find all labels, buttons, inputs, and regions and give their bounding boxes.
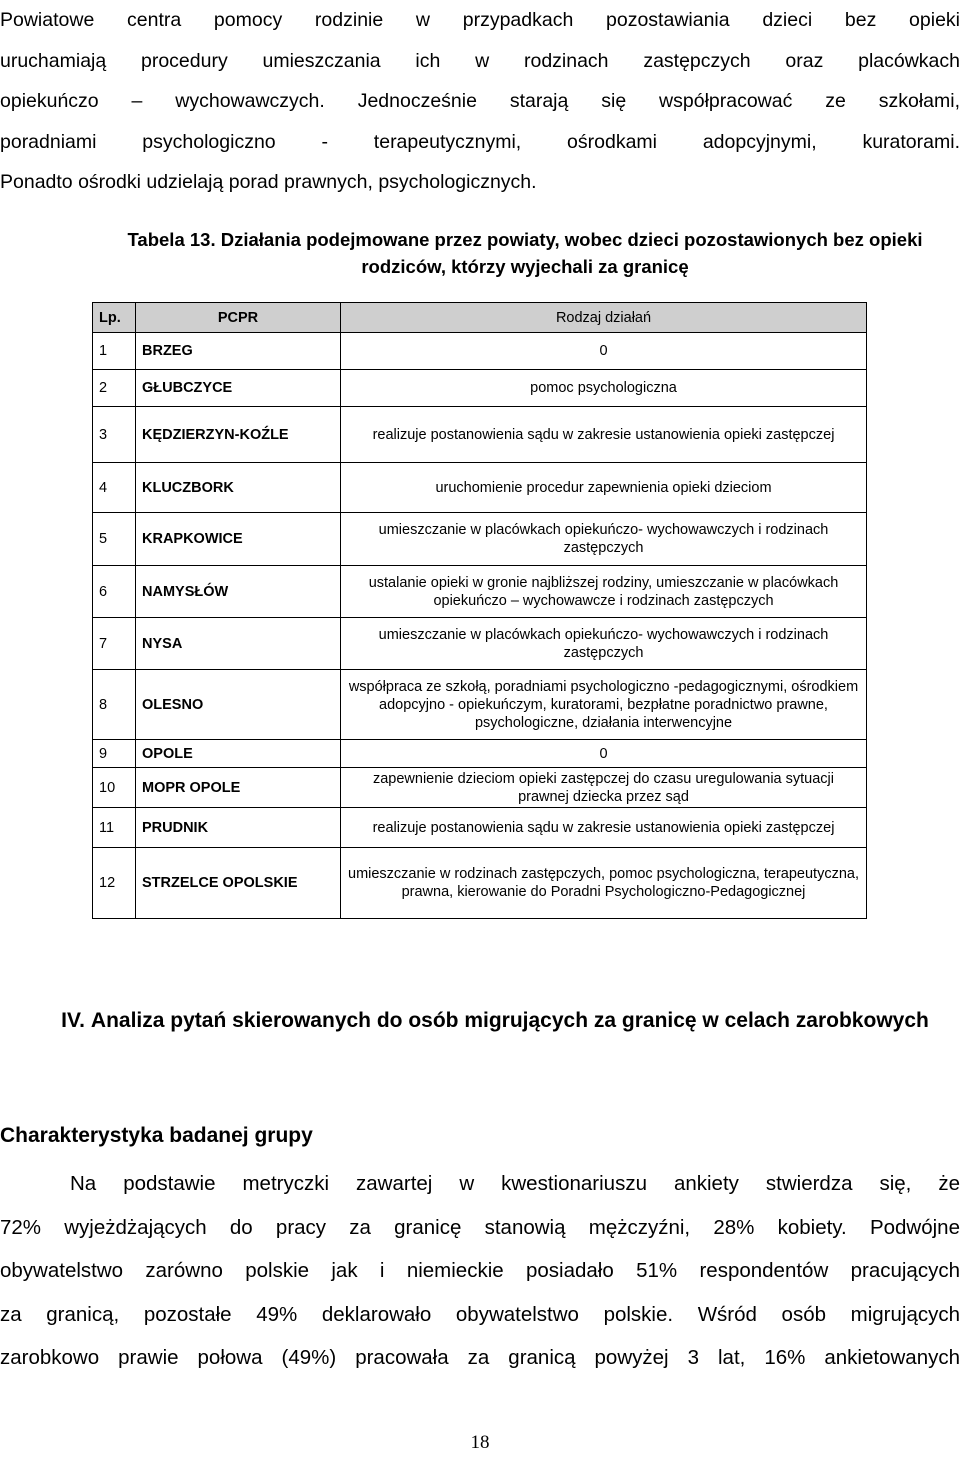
body-line: zarobkowo prawie połowa (49%) pracowała za granicą powyżej 3 lat, 16% ankietowanych — [0, 1346, 960, 1369]
table-caption — [90, 226, 960, 280]
cell-lp: 7 — [93, 618, 136, 670]
subheading: Charakterystyka badanej grupy — [0, 1124, 313, 1147]
table-row — [93, 513, 867, 566]
table-row — [93, 740, 867, 768]
table-row — [93, 370, 867, 407]
cell-action: realizuje postanowienia sądu w zakresie ustanowienia opieki zastępczej — [341, 407, 867, 463]
cell-lp: 12 — [93, 848, 136, 919]
page-number: 18 — [470, 1432, 490, 1453]
intro-paragraph — [0, 0, 960, 203]
table-row — [93, 463, 867, 513]
cell-pcpr: BRZEG — [136, 333, 341, 370]
header-pcpr: PCPR — [136, 303, 341, 333]
cell-action: współpraca ze szkołą, poradniami psychologiczno -pedagogicznymi, ośrodkiem adopcyjno - opiekuńczym, kuratorami, bezpłatne poradnictwo prawne, psychologiczne, działania interwencyjne — [341, 670, 867, 740]
cell-pcpr: MOPR OPOLE — [136, 768, 341, 808]
cell-action: realizuje postanowienia sądu w zakresie ustanowienia opieki zastępczej — [341, 808, 867, 848]
table-row — [93, 670, 867, 740]
cell-pcpr: OLESNO — [136, 670, 341, 740]
cell-action: pomoc psychologiczna — [341, 370, 867, 407]
body-line: za granicą, pozostałe 49% deklarowało obywatelstwo polskie. Wśród osób migrujących — [0, 1302, 960, 1326]
cell-pcpr: KĘDZIERZYN-KOŹLE — [136, 407, 341, 463]
table-row — [93, 407, 867, 463]
section-title: Analiza pytań skierowanych do osób migrujących za granicę w celach zarobkowych — [90, 1009, 929, 1032]
cell-action: ustalanie opieki w gronie najbliższej rodziny, umieszczanie w placówkach opiekuńczo – wychowawcze i rodzinach zastępczych — [341, 566, 867, 618]
cell-lp: 5 — [93, 513, 136, 566]
body-paragraph — [0, 1162, 960, 1380]
table-row — [93, 618, 867, 670]
body-line: Na podstawie metryczki zawartej w kwestionariuszu ankiety stwierdza się, że — [70, 1172, 960, 1195]
intro-line: poradniami psychologiczno - terapeutycznymi, ośrodkami adopcyjnymi, kuratorami. — [0, 130, 960, 153]
table-row — [93, 768, 867, 808]
cell-lp: 6 — [93, 566, 136, 618]
cell-pcpr: GŁUBCZYCE — [136, 370, 341, 407]
intro-line: opiekuńczo – wychowawczych. Jednocześnie starają się współpracować ze szkołami, — [0, 90, 960, 112]
cell-action: umieszczanie w placówkach opiekuńczo- wychowawczych i rodzinach zastępczych — [341, 513, 867, 566]
cell-pcpr: PRUDNIK — [136, 808, 341, 848]
cell-lp: 2 — [93, 370, 136, 407]
intro-line: Ponadto ośrodki udzielają porad prawnych, psychologicznych. — [0, 171, 537, 193]
intro-line: Powiatowe centra pomocy rodzinie w przypadkach pozostawiania dzieci bez opieki — [0, 9, 960, 31]
header-lp: Lp. — [93, 303, 136, 333]
cell-action: 0 — [341, 333, 867, 370]
cell-lp: 8 — [93, 670, 136, 740]
cell-pcpr: KLUCZBORK — [136, 463, 341, 513]
cell-pcpr: NYSA — [136, 618, 341, 670]
cell-action: umieszczanie w placówkach opiekuńczo- wychowawczych i rodzinach zastępczych — [341, 618, 867, 670]
cell-lp: 4 — [93, 463, 136, 513]
cell-action: umieszczanie w rodzinach zastępczych, pomoc psychologiczna, terapeutyczna, prawna, kierowanie do Poradni Psychologiczno-Pedagogicznej — [341, 848, 867, 919]
cell-lp: 1 — [93, 333, 136, 370]
body-line: obywatelstwo zarówno polskie jak i niemieckie posiadało 51% respondentów pracujących — [0, 1259, 960, 1282]
table-row — [93, 566, 867, 618]
cell-action: 0 — [341, 740, 867, 768]
intro-line: uruchamiają procedury umieszczania ich w rodzinach zastępczych oraz placówkach — [0, 49, 960, 72]
cell-lp: 3 — [93, 407, 136, 463]
cell-lp: 10 — [93, 768, 136, 808]
cell-pcpr: NAMYSŁÓW — [136, 566, 341, 618]
cell-pcpr: OPOLE — [136, 740, 341, 768]
section-number: IV. — [61, 1009, 85, 1032]
cell-action: zapewnienie dzieciom opieki zastępczej do czasu uregulowania sytuacji prawnej dziecka przez sąd — [341, 768, 867, 808]
cell-lp: 9 — [93, 740, 136, 768]
table-caption-line: rodziców, którzy wyjechali za granicę — [361, 256, 689, 277]
table-row — [93, 848, 867, 919]
pcpr-actions-table — [92, 302, 867, 919]
cell-pcpr: STRZELCE OPOLSKIE — [136, 848, 341, 919]
table-row — [93, 808, 867, 848]
header-action: Rodzaj działań — [341, 303, 867, 333]
section-heading — [60, 1000, 930, 1042]
table-row — [93, 333, 867, 370]
cell-lp: 11 — [93, 808, 136, 848]
body-line: 72% wyjeżdżających do pracy za granicę stanowią mężczyźni, 28% kobiety. Podwójne — [0, 1215, 960, 1239]
cell-action: uruchomienie procedur zapewnienia opieki dzieciom — [341, 463, 867, 513]
table-header-row — [93, 303, 867, 333]
cell-pcpr: KRAPKOWICE — [136, 513, 341, 566]
table-caption-line: Tabela 13. Działania podejmowane przez powiaty, wobec dzieci pozostawionych bez opieki — [127, 229, 923, 250]
